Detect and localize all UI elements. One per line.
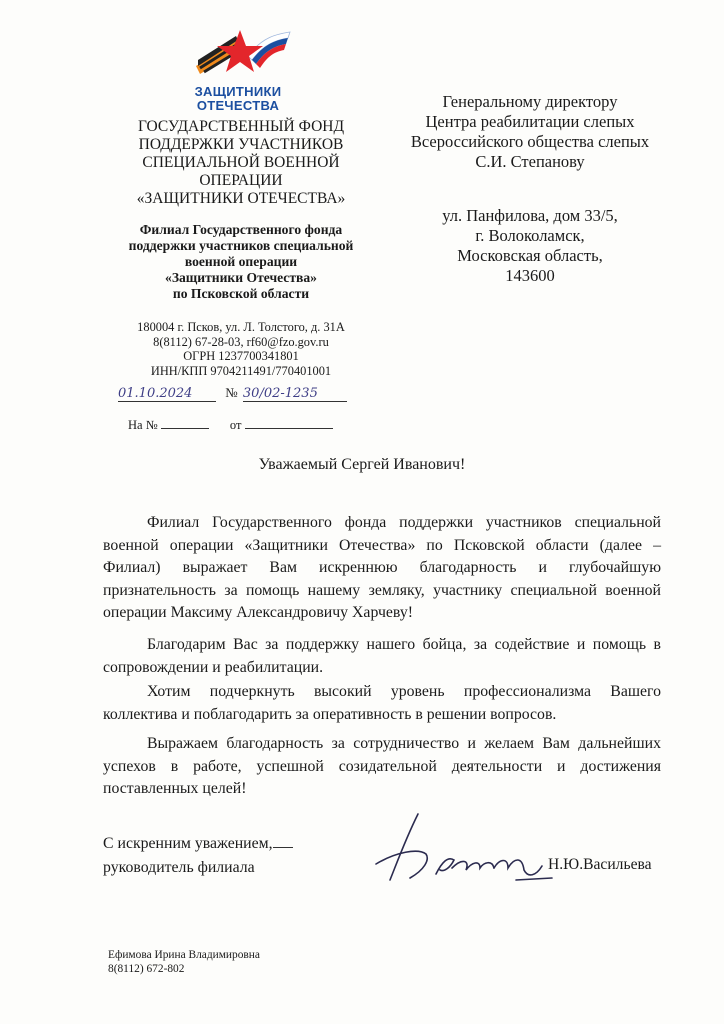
closing-underline — [273, 847, 293, 848]
greeting: Уважаемый Сергей Иванович! — [258, 456, 466, 473]
closing-position: руководитель филиала — [103, 859, 255, 876]
org-name-line: СПЕЦИАЛЬНОЙ ВОЕННОЙ — [142, 154, 340, 171]
recipient-line: С.И. Степанову — [475, 152, 585, 171]
handwritten-signature — [366, 808, 566, 886]
org-name-line: ГОСУДАРСТВЕННЫЙ ФОНД — [137, 118, 345, 135]
contact-address: 180004 г. Псков, ул. Л. Толстого, д. 31А — [137, 320, 345, 334]
ref-date-blank — [245, 428, 333, 429]
ribbon-star-icon — [178, 26, 298, 88]
branch-line: военной операции — [184, 254, 298, 269]
letter-date: 01.10.2024 — [118, 386, 216, 402]
body-paragraph: Выражаем благодарность за сотрудничество и желаем Вам дальнейших успехов в работе, успешной созидательной деятельности и достижения поставленных целей! — [103, 735, 661, 797]
ref-date-label: от — [229, 418, 242, 432]
ref-number-blank — [161, 428, 209, 429]
foundation-logo — [178, 26, 298, 114]
address-line: г. Волоколамск, — [475, 226, 585, 245]
branch-line: поддержки участников специальной — [128, 238, 354, 253]
org-name-line: ПОДДЕРЖКИ УЧАСТНИКОВ — [138, 136, 344, 153]
recipient-line: Всероссийского общества слепых — [410, 132, 650, 151]
closing-regards-text: С искренним уважением, — [103, 835, 273, 852]
letter-number: 30/02-1235 — [243, 386, 347, 402]
closing-regards — [103, 832, 293, 856]
body-paragraph: Благодарим Вас за поддержку нашего бойца, за содействие и помощь в сопровождении и реабилитации. — [103, 636, 661, 676]
outgoing-number-line — [118, 385, 358, 402]
reference-line — [128, 418, 368, 433]
body-paragraph: Хотим подчеркнуть высокий уровень профессионализма Вашего коллектива и поблагодарить за оперативность в решении вопросов. — [103, 683, 661, 723]
contact-phone-email: 8(8112) 67-28-03, rf60@fzo.gov.ru — [153, 334, 329, 349]
recipient-line: Центра реабилитации слепых — [425, 112, 635, 131]
address-line: 143600 — [505, 266, 555, 285]
organization-name — [110, 118, 372, 208]
ref-number-label: На № — [128, 418, 158, 432]
executor-phone: 8(8112) 672-802 — [108, 963, 185, 975]
contact-details — [110, 320, 372, 378]
number-label: № — [225, 385, 238, 400]
branch-name — [100, 222, 382, 302]
contact-ogrn: ОГРН 1237700341801 — [183, 349, 299, 363]
org-name-line: «ЗАЩИТНИКИ ОТЕЧЕСТВА» — [136, 190, 346, 207]
recipient-address — [380, 206, 680, 286]
logo-text-bottom: ОТЕЧЕСТВА — [196, 98, 280, 113]
recipient-line: Генеральному директору — [442, 92, 618, 111]
logo-text-top: ЗАЩИТНИКИ — [194, 84, 282, 99]
closing-block — [103, 832, 293, 880]
recipient-block — [380, 92, 680, 172]
branch-line: Филиал Государственного фонда — [139, 222, 343, 237]
address-line: Московская область, — [457, 246, 603, 265]
contact-inn: ИНН/КПП 9704211491/770401001 — [150, 363, 332, 378]
signer-name: Н.Ю.Васильева — [548, 856, 652, 873]
body-paragraph: Филиал Государственного фонда поддержки участников специальной военной операции «Защитники Отечества» по Псковской области (далее – Филиал) выражает Вам искреннюю благодарность и глубочайшую признательность за помощь нашему земляку, участнику специальной военной операции Максиму Александровичу Харчеву! — [103, 514, 661, 621]
executor-name: Ефимова Ирина Владимировна — [108, 949, 260, 961]
address-line: ул. Панфилова, дом 33/5, — [442, 206, 618, 225]
branch-line: «Защитники Отечества» — [165, 270, 317, 285]
org-name-line: ОПЕРАЦИИ — [199, 172, 283, 189]
executor-block — [108, 948, 260, 976]
branch-line: по Псковской области — [172, 286, 310, 301]
